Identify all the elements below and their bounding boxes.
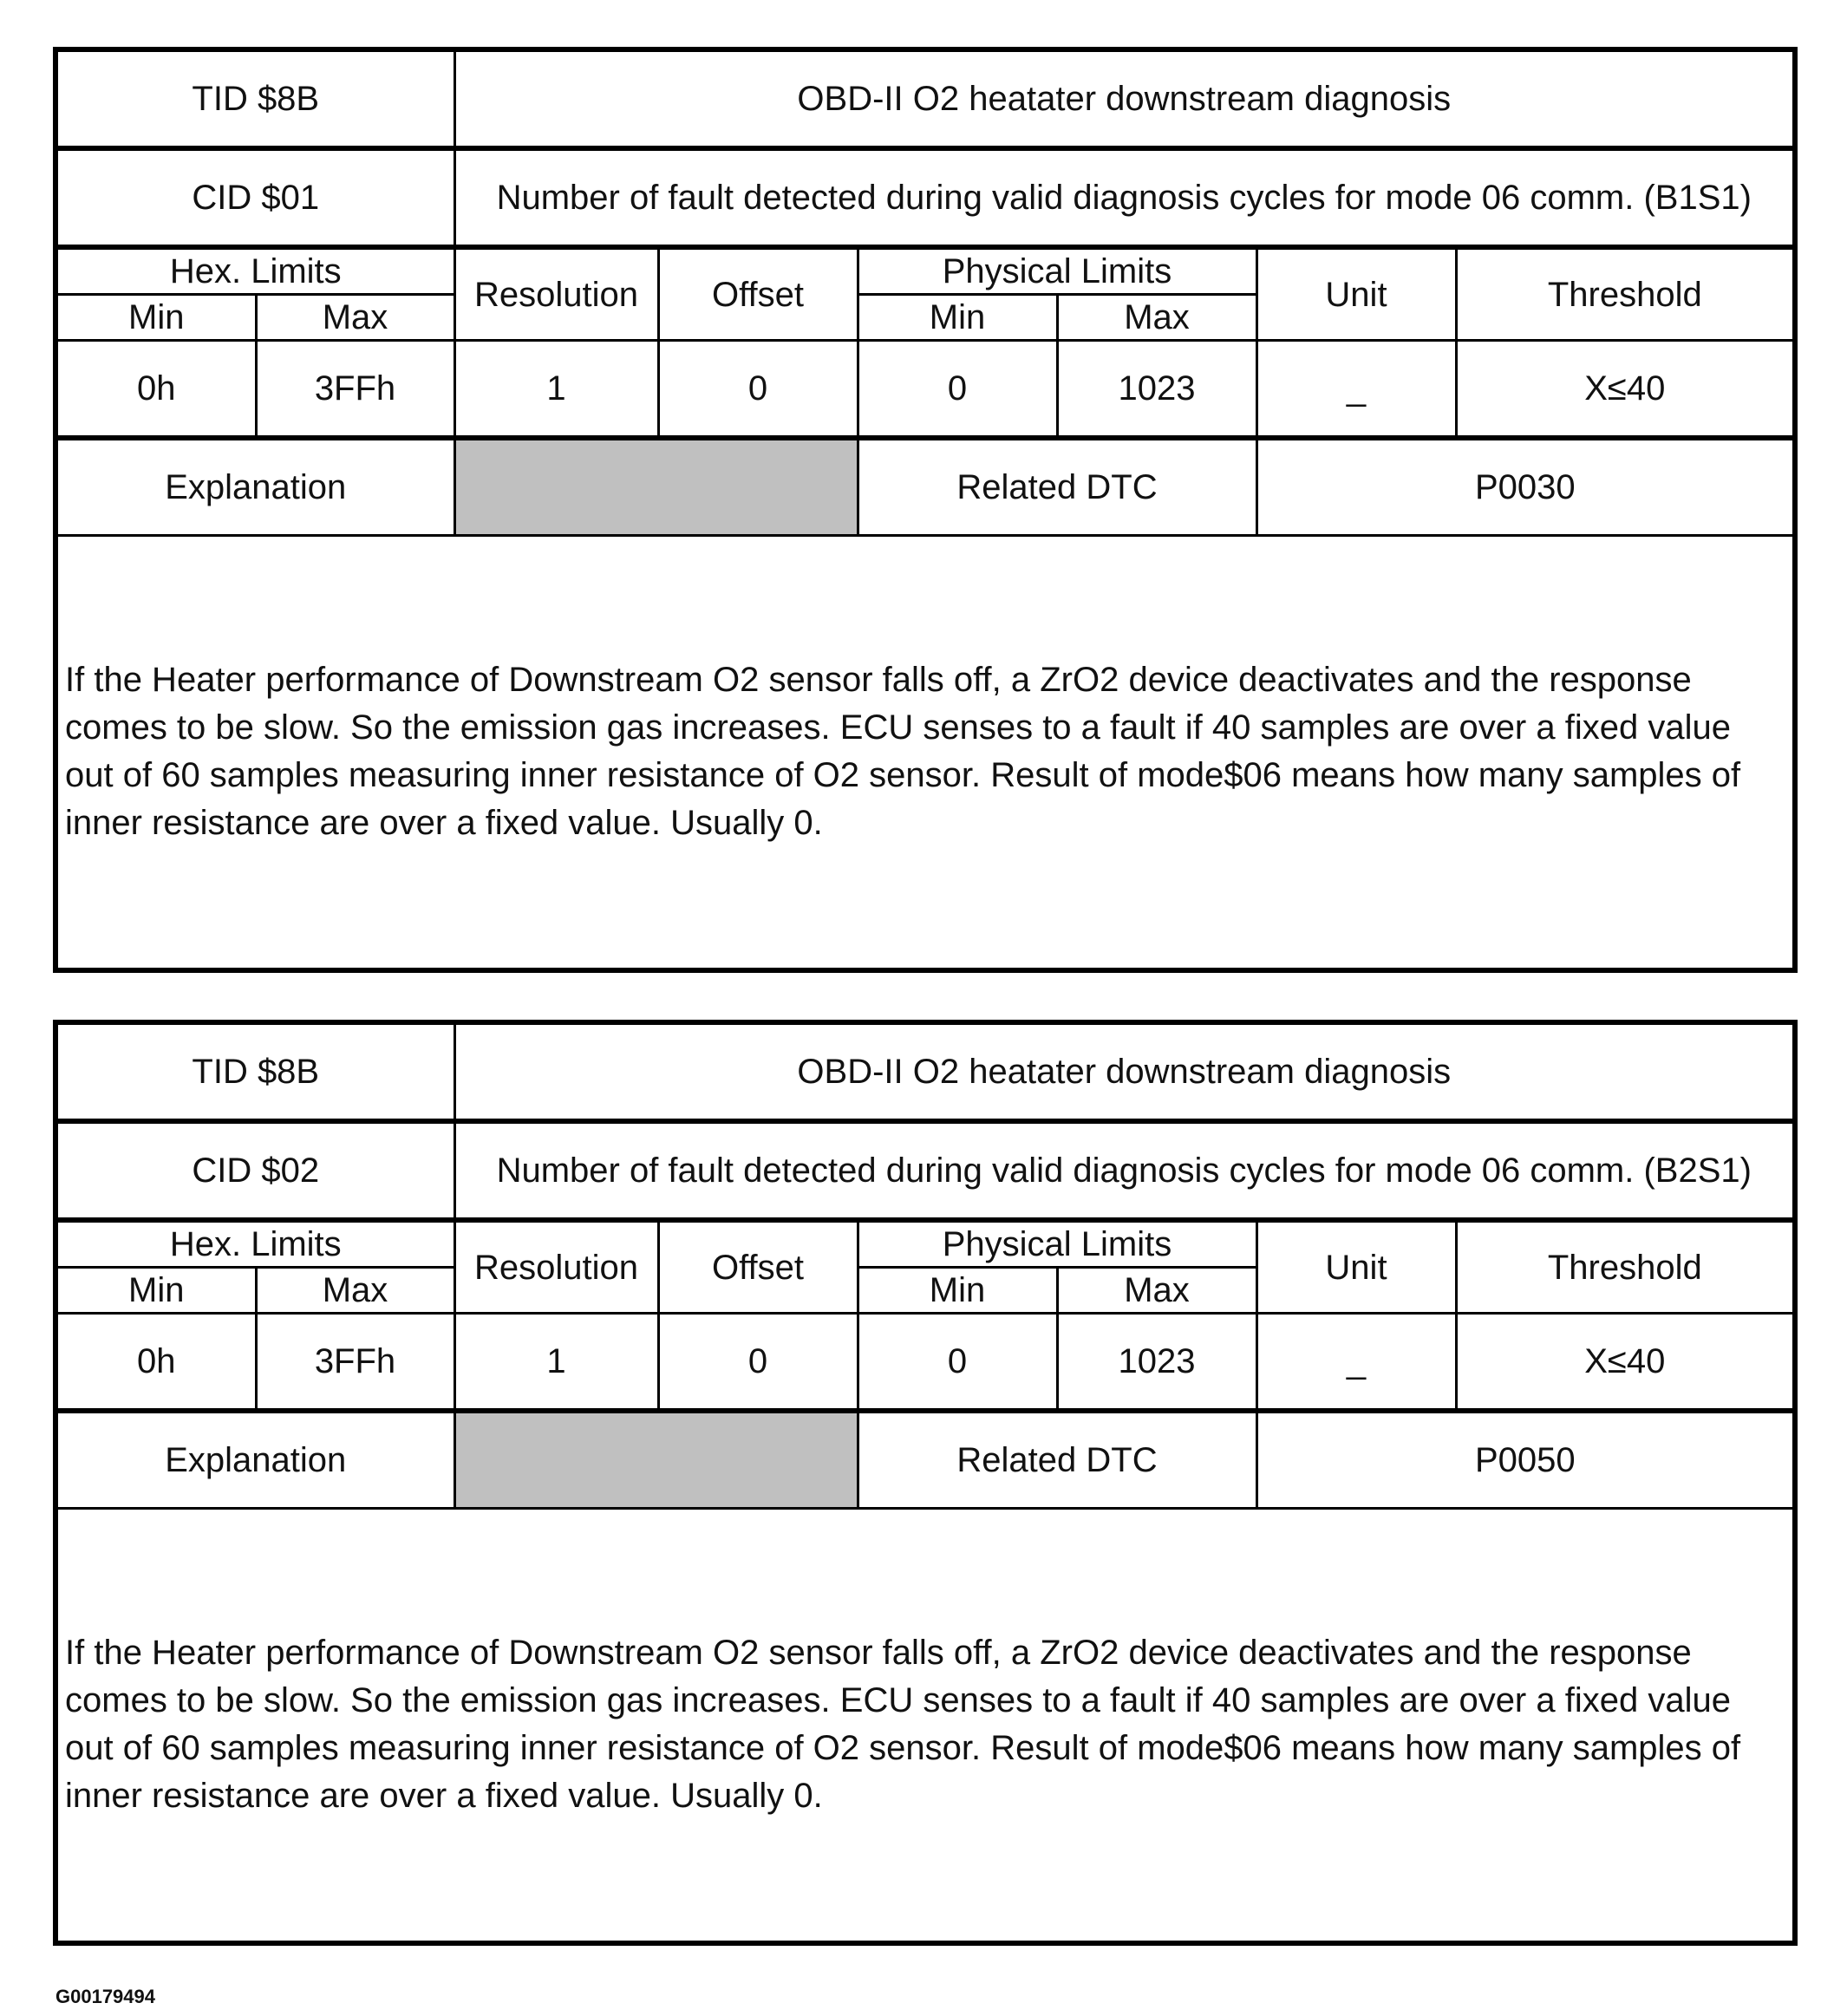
- resolution-value: 1: [454, 341, 658, 439]
- physical-limits-header: Physical Limits: [858, 1220, 1256, 1268]
- hex-min-header: Min: [58, 295, 256, 341]
- explanation-label: Explanation: [58, 1411, 454, 1509]
- blank-gray-cell: [454, 1411, 858, 1509]
- hex-min-header: Min: [58, 1268, 256, 1314]
- hex-max-value: 3FFh: [256, 341, 454, 439]
- hex-limits-header: Hex. Limits: [58, 1220, 454, 1268]
- related-dtc-value: P0030: [1256, 438, 1792, 536]
- phys-min-header: Min: [858, 295, 1057, 341]
- threshold-header: Threshold: [1456, 247, 1792, 341]
- cid-cell: CID $01: [58, 148, 454, 247]
- unit-value: _: [1256, 1314, 1456, 1412]
- blank-gray-cell: [454, 438, 858, 536]
- diagnosis-table-1: [53, 47, 1798, 973]
- unit-value: _: [1256, 341, 1456, 439]
- threshold-value: X≤40: [1456, 341, 1792, 439]
- diagnosis-table-2: [53, 1020, 1798, 1946]
- explanation-text: If the Heater performance of Downstream O2 sensor falls off, a ZrO2 device deactivates and the response comes to be slow. So the emission gas increases. ECU senses to a fault if 40 samples are over a fixed value out of 60 samples measuring inner resistance of O2 sensor. Result of mode$06 means how many samples of inner resistance are over a fixed value. Usually 0.: [58, 1509, 1792, 1941]
- hex-max-header: Max: [256, 295, 454, 341]
- tid-description: OBD-II O2 heatater downstream diagnosis: [454, 52, 1792, 148]
- hex-limits-header: Hex. Limits: [58, 247, 454, 295]
- resolution-header: Resolution: [454, 247, 658, 341]
- unit-header: Unit: [1256, 1220, 1456, 1314]
- tid-description: OBD-II O2 heatater downstream diagnosis: [454, 1025, 1792, 1121]
- physical-limits-header: Physical Limits: [858, 247, 1256, 295]
- explanation-text: If the Heater performance of Downstream O2 sensor falls off, a ZrO2 device deactivates and the response comes to be slow. So the emission gas increases. ECU senses to a fault if 40 samples are over a fixed value out of 60 samples measuring inner resistance of O2 sensor. Result of mode$06 means how many samples of inner resistance are over a fixed value. Usually 0.: [58, 536, 1792, 968]
- hex-max-header: Max: [256, 1268, 454, 1314]
- related-dtc-value: P0050: [1256, 1411, 1792, 1509]
- offset-header: Offset: [658, 247, 858, 341]
- hex-min-value: 0h: [58, 1314, 256, 1412]
- hex-min-value: 0h: [58, 341, 256, 439]
- phys-max-value: 1023: [1057, 341, 1256, 439]
- table-grid: [58, 52, 1792, 967]
- cid-description: Number of fault detected during valid diagnosis cycles for mode 06 comm. (B1S1): [454, 148, 1792, 247]
- hex-max-value: 3FFh: [256, 1314, 454, 1412]
- tid-cell: TID $8B: [58, 1025, 454, 1121]
- tid-cell: TID $8B: [58, 52, 454, 148]
- unit-header: Unit: [1256, 247, 1456, 341]
- resolution-value: 1: [454, 1314, 658, 1412]
- threshold-header: Threshold: [1456, 1220, 1792, 1314]
- table-grid: [58, 1025, 1792, 1940]
- cid-cell: CID $02: [58, 1121, 454, 1220]
- offset-header: Offset: [658, 1220, 858, 1314]
- resolution-header: Resolution: [454, 1220, 658, 1314]
- threshold-value: X≤40: [1456, 1314, 1792, 1412]
- phys-max-value: 1023: [1057, 1314, 1256, 1412]
- cid-description: Number of fault detected during valid diagnosis cycles for mode 06 comm. (B2S1): [454, 1121, 1792, 1220]
- phys-min-header: Min: [858, 1268, 1057, 1314]
- phys-min-value: 0: [858, 1314, 1057, 1412]
- offset-value: 0: [658, 341, 858, 439]
- phys-max-header: Max: [1057, 295, 1256, 341]
- related-dtc-label: Related DTC: [858, 1411, 1256, 1509]
- phys-min-value: 0: [858, 341, 1057, 439]
- figure-code: G00179494: [55, 1986, 155, 2007]
- explanation-label: Explanation: [58, 438, 454, 536]
- offset-value: 0: [658, 1314, 858, 1412]
- related-dtc-label: Related DTC: [858, 438, 1256, 536]
- phys-max-header: Max: [1057, 1268, 1256, 1314]
